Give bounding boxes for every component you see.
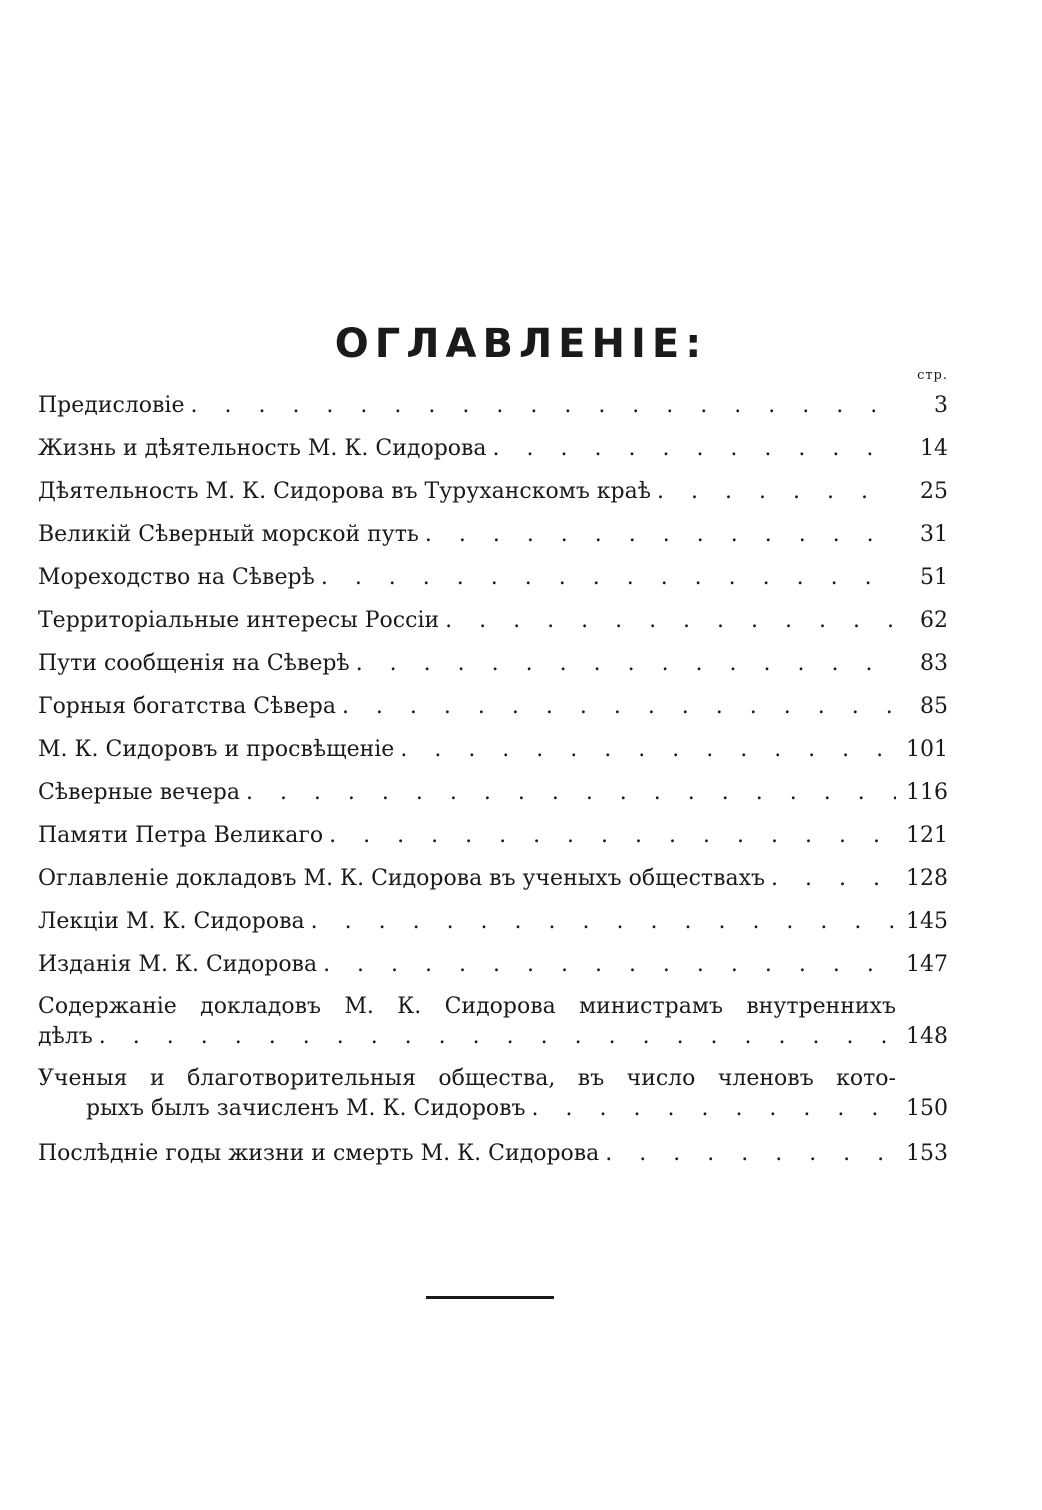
toc-entry-title-line1: Содержаніе докладовъ М. К. Сидорова министрамъ внутреннихъ	[38, 994, 896, 1019]
dot-leader	[99, 1022, 896, 1052]
toc-entry-page: 3	[934, 393, 948, 418]
toc-entry-title: Послѣдніе годы жизни и смерть М. К. Сидорова	[38, 1141, 600, 1166]
toc-entry-title: Изданія М. К. Сидорова	[38, 952, 318, 977]
toc-entry-page: 128	[906, 866, 948, 891]
dot-leader	[342, 685, 896, 728]
toc-entry-title-line1: Ученыя и благотворительныя общества, въ число членовъ кото-	[38, 1066, 896, 1091]
toc-entry-page: 121	[906, 823, 948, 848]
dot-leader	[400, 728, 896, 771]
toc-entry	[38, 556, 948, 599]
toc-entry	[38, 900, 948, 943]
toc-entry-page: 148	[906, 1024, 948, 1049]
toc-entry-title: Лекціи М. К. Сидорова	[38, 909, 305, 934]
dot-leader	[771, 857, 896, 900]
toc-entry-page: 25	[920, 479, 948, 504]
toc-entry-title: Пути сообщенія на Сѣверѣ	[38, 651, 350, 676]
dot-leader	[445, 599, 896, 642]
toc-entry-page: 116	[906, 780, 948, 805]
toc-entry	[38, 513, 948, 556]
toc-entry	[38, 642, 948, 685]
toc-entry-title: Оглавленіе докладовъ М. К. Сидорова въ ученыхъ обществахъ	[38, 866, 765, 891]
dot-leader	[356, 642, 896, 685]
toc-entry-title: Предисловіе	[38, 393, 185, 418]
end-rule	[426, 1296, 554, 1299]
toc-entry-title-line2: рыхъ былъ зачисленъ М. К. Сидоровъ	[86, 1096, 526, 1121]
toc-entry-title: Жизнь и дѣятельность М. К. Сидорова	[38, 436, 487, 461]
toc-entry	[38, 384, 948, 427]
toc-entry-page: 147	[906, 952, 948, 977]
toc-entry	[38, 771, 948, 814]
dot-leader	[532, 1094, 896, 1124]
toc-entry-page: 14	[920, 436, 948, 461]
page-title: ОГЛАВЛЕНІЕ:	[334, 321, 708, 367]
toc-entry-title: Дѣятельность М. К. Сидорова въ Туруханскомъ краѣ	[38, 479, 652, 504]
dot-leader	[311, 900, 896, 943]
toc-entry-page: 85	[920, 694, 948, 719]
dot-leader	[493, 427, 896, 470]
toc-entry-multiline	[38, 992, 948, 1058]
toc-entry-page: 83	[920, 651, 948, 676]
dot-leader	[425, 513, 896, 556]
toc-entry-title-line2: дѣлъ	[38, 1024, 93, 1049]
toc-entry	[38, 427, 948, 470]
dot-leader	[657, 470, 896, 513]
toc-entry	[38, 470, 948, 513]
dot-leader	[605, 1132, 896, 1175]
toc-entry	[38, 728, 948, 771]
toc-entry-page: 153	[906, 1141, 948, 1166]
toc-entry-title: Памяти Петра Великаго	[38, 823, 324, 848]
toc-entry-title: М. К. Сидоровъ и просвѣщеніе	[38, 737, 395, 762]
toc-entry-title: Сѣверные вечера	[38, 780, 240, 805]
toc-entry-page: 101	[906, 737, 948, 762]
toc-entry-title: Горныя богатства Сѣвера	[38, 694, 336, 719]
toc-entry	[38, 1132, 948, 1175]
dot-leader	[246, 771, 896, 814]
toc-entry-title: Мореходство на Сѣверѣ	[38, 565, 315, 590]
dot-leader	[323, 943, 896, 986]
toc-entry	[38, 599, 948, 642]
toc-entry	[38, 943, 948, 986]
toc-entry-page: 31	[920, 522, 948, 547]
toc-entry-title: Территоріальные интересы Россіи	[38, 608, 440, 633]
table-of-contents	[38, 384, 948, 1175]
toc-entry	[38, 814, 948, 857]
dot-leader	[190, 384, 896, 427]
toc-entry	[38, 685, 948, 728]
toc-entry-page: 51	[920, 565, 948, 590]
toc-entry-page: 62	[920, 608, 948, 633]
dot-leader	[321, 556, 896, 599]
toc-entry-title: Великій Сѣверный морской путь	[38, 522, 419, 547]
toc-entry-page: 145	[906, 909, 948, 934]
page-column-label: стр.	[917, 368, 948, 383]
toc-entry	[38, 857, 948, 900]
toc-entry-multiline	[38, 1064, 948, 1130]
dot-leader	[329, 814, 896, 857]
toc-entry-page: 150	[906, 1096, 948, 1121]
